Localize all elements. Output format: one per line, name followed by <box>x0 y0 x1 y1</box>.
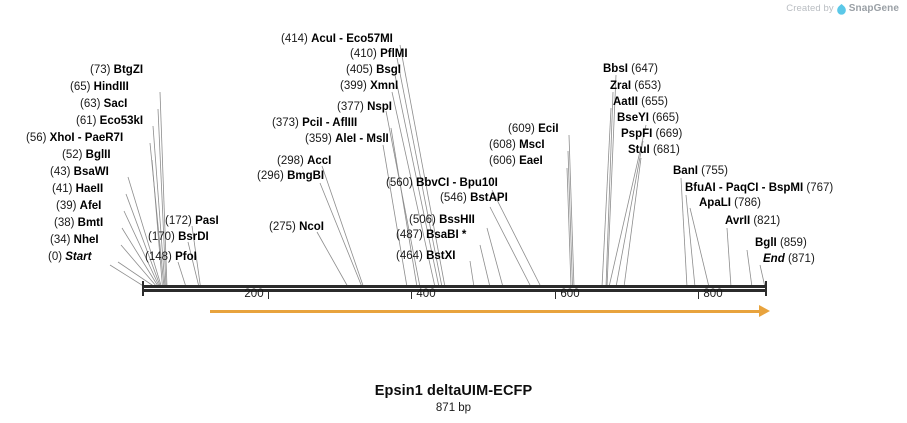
site-position: (73) <box>90 64 111 76</box>
site-position: (34) <box>50 234 71 246</box>
site-position: (298) <box>277 155 304 167</box>
site-label-bfuai-paqci-bspmi[interactable] <box>685 182 833 195</box>
site-name: BbsI <box>603 63 628 75</box>
site-label-bmgbi[interactable] <box>257 170 324 183</box>
ruler-label-600: 600 <box>560 288 580 300</box>
feature-name: Start <box>65 251 92 263</box>
site-position: (38) <box>54 217 75 229</box>
site-label-acci[interactable] <box>277 155 331 168</box>
site-name: BmtI <box>77 217 104 229</box>
site-label-eaei[interactable] <box>489 155 543 168</box>
ruler-label-400: 400 <box>416 288 436 300</box>
site-label-bstxi[interactable] <box>396 250 455 263</box>
site-position: (39) <box>56 200 77 212</box>
site-label-nspi[interactable] <box>337 101 392 114</box>
site-name: BfuAI - PaqCI - BspMI <box>685 182 804 194</box>
site-name: ApaLI <box>699 197 731 209</box>
site-label-zrai[interactable] <box>610 80 661 93</box>
site-name: EaeI <box>519 155 543 167</box>
site-label-bstapi[interactable] <box>440 192 508 205</box>
ruler-label-200: 200 <box>244 288 264 300</box>
site-name: BtgZI <box>113 64 144 76</box>
ruler-tick <box>268 292 269 299</box>
site-position: (170) <box>148 231 175 243</box>
cds-arrow-right-icon <box>210 305 770 319</box>
site-position: (647) <box>631 63 658 75</box>
site-label-bsshii[interactable] <box>409 214 475 227</box>
site-name: PasI <box>195 215 219 227</box>
site-position: (786) <box>734 197 762 209</box>
site-label-bbvci-bpu10i[interactable] <box>386 177 498 190</box>
site-label-bglii[interactable] <box>62 149 111 162</box>
site-position: (63) <box>80 98 101 110</box>
site-label-alei-msli[interactable] <box>305 133 389 146</box>
site-name: AvrII <box>725 215 751 227</box>
site-name: AcuI - Eco57MI <box>311 33 393 45</box>
site-label-bsgi[interactable] <box>346 64 401 77</box>
site-position: (653) <box>634 80 662 92</box>
site-label-xhoi-paer7i[interactable] <box>26 132 123 145</box>
site-label-apali[interactable] <box>699 197 761 210</box>
sequence-backbone <box>142 285 767 292</box>
site-position: (359) <box>305 133 332 145</box>
site-name: NheI <box>73 234 99 246</box>
site-name: SacI <box>103 98 128 110</box>
site-position: (681) <box>652 144 680 156</box>
site-name: BsgI <box>376 64 401 76</box>
site-label-bgli[interactable] <box>755 237 807 250</box>
site-position: (172) <box>165 215 192 227</box>
site-label-msci[interactable] <box>489 139 545 152</box>
site-name: PflMI <box>380 48 408 60</box>
ruler-tick <box>698 292 699 299</box>
site-position: (767) <box>806 182 834 194</box>
site-position: (560) <box>386 177 413 189</box>
site-name: BsaWI <box>73 166 109 178</box>
site-name: BglII <box>85 149 111 161</box>
site-name: NspI <box>367 101 392 113</box>
site-label-haeii[interactable] <box>52 183 103 196</box>
site-position: (414) <box>281 33 308 45</box>
site-label-bsrdi[interactable] <box>148 231 209 244</box>
site-position: (609) <box>508 123 535 135</box>
site-name: BseYI <box>617 112 649 124</box>
ruler-tick <box>411 292 412 299</box>
site-label-bmti[interactable] <box>54 217 103 230</box>
site-name: AatII <box>613 96 638 108</box>
site-label-bseyi[interactable] <box>617 112 679 125</box>
site-position: (373) <box>272 117 299 129</box>
site-label-pcii-afliii[interactable] <box>272 117 357 130</box>
site-label-nhei[interactable] <box>50 234 99 247</box>
feature-label-end[interactable] <box>763 253 815 266</box>
site-position: (464) <box>396 250 423 262</box>
site-label-btgzi[interactable] <box>90 64 143 77</box>
site-position: (606) <box>489 155 516 167</box>
map-title-block <box>0 383 907 414</box>
plasmid-size-label: 871 bp <box>435 402 472 414</box>
site-name: EciI <box>538 123 559 135</box>
site-label-bani[interactable] <box>673 165 728 178</box>
site-name: NcoI <box>299 221 324 233</box>
site-label-aatii[interactable] <box>613 96 668 109</box>
site-name: AleI - MslI <box>335 133 389 145</box>
site-position: (405) <box>346 64 373 76</box>
site-position: (859) <box>779 237 807 249</box>
site-position: (665) <box>652 112 680 124</box>
page-title: Epsin1 deltaUIM-ECFP <box>374 383 533 399</box>
feature-label-start[interactable] <box>48 251 91 264</box>
site-label-saci[interactable] <box>80 98 127 111</box>
site-position: (506) <box>409 214 436 226</box>
site-position: (821) <box>753 215 781 227</box>
site-name: PfoI <box>175 251 197 263</box>
site-label-eco53ki[interactable] <box>76 115 143 128</box>
site-name: HindIII <box>93 81 129 93</box>
site-label-xmni[interactable] <box>340 80 398 93</box>
feature-position: (0) <box>48 251 63 263</box>
site-name: BglI <box>755 237 777 249</box>
site-label-stui[interactable] <box>628 144 680 157</box>
site-label-bbsi[interactable] <box>603 63 658 76</box>
site-position: (43) <box>50 166 71 178</box>
site-name: BstXI <box>426 250 456 262</box>
cds-arrow-shaft <box>210 310 760 313</box>
site-label-pfoi[interactable] <box>145 251 197 264</box>
site-name: MscI <box>519 139 545 151</box>
feature-position: (871) <box>787 253 815 265</box>
site-position: (61) <box>76 115 97 127</box>
site-name: BssHII <box>439 214 475 226</box>
snapgene-credit <box>786 3 899 14</box>
site-name: BbvCI - Bpu10I <box>416 177 498 189</box>
site-label-acui-eco57mi[interactable] <box>281 33 393 46</box>
site-position: (296) <box>257 170 284 182</box>
site-label-bsabi[interactable] <box>396 229 466 242</box>
site-name: XhoI - PaeR7I <box>49 132 124 144</box>
site-label-pasi[interactable] <box>165 215 219 228</box>
site-position: (755) <box>701 165 728 177</box>
site-name: PciI - AflIII <box>302 117 358 129</box>
site-name: PspFI <box>621 128 653 140</box>
site-position: (65) <box>70 81 91 93</box>
site-position: (275) <box>269 221 296 233</box>
site-label-avrii[interactable] <box>725 215 780 228</box>
site-label-hindiii[interactable] <box>70 81 129 94</box>
site-position: (546) <box>440 192 467 204</box>
cds-arrow-head <box>759 305 770 317</box>
ruler-label-800: 800 <box>703 288 723 300</box>
credit-brand-label: SnapGene <box>848 3 899 14</box>
feature-name: End <box>763 253 785 265</box>
site-position: (41) <box>52 183 73 195</box>
site-position: (608) <box>489 139 516 151</box>
site-label-afei[interactable] <box>56 200 101 213</box>
site-label-bsawi[interactable] <box>50 166 109 179</box>
site-name: BmgBI <box>287 170 325 182</box>
site-position: (655) <box>641 96 668 108</box>
site-name: AccI <box>307 155 332 167</box>
site-name: Eco53kI <box>99 115 144 127</box>
ruler-tick <box>555 292 556 299</box>
site-position: (377) <box>337 101 364 113</box>
site-name: XmnI <box>370 80 399 92</box>
site-label-ncoi[interactable] <box>269 221 324 234</box>
site-label-ecii[interactable] <box>508 123 559 136</box>
site-name: BsrDI <box>178 231 209 243</box>
site-name: BsaBI * <box>426 229 467 241</box>
site-label-pflmi[interactable] <box>350 48 408 61</box>
site-label-pspfi[interactable] <box>621 128 682 141</box>
snapgene-logo-icon <box>837 4 846 15</box>
credit-prefix-label: Created by <box>786 3 834 14</box>
site-name: StuI <box>628 144 650 156</box>
site-position: (487) <box>396 229 423 241</box>
site-name: BanI <box>673 165 698 177</box>
site-name: HaeII <box>75 183 104 195</box>
site-position: (52) <box>62 149 83 161</box>
site-name: ZraI <box>610 80 632 92</box>
site-position: (56) <box>26 132 47 144</box>
site-position: (410) <box>350 48 377 60</box>
backbone-line-highlight <box>142 288 767 289</box>
backbone-start-cap <box>142 281 144 296</box>
site-position: (669) <box>655 128 683 140</box>
site-name: AfeI <box>79 200 102 212</box>
site-position: (148) <box>145 251 172 263</box>
backbone-end-cap <box>765 281 767 296</box>
site-position: (399) <box>340 80 367 92</box>
site-name: BstAPI <box>470 192 508 204</box>
